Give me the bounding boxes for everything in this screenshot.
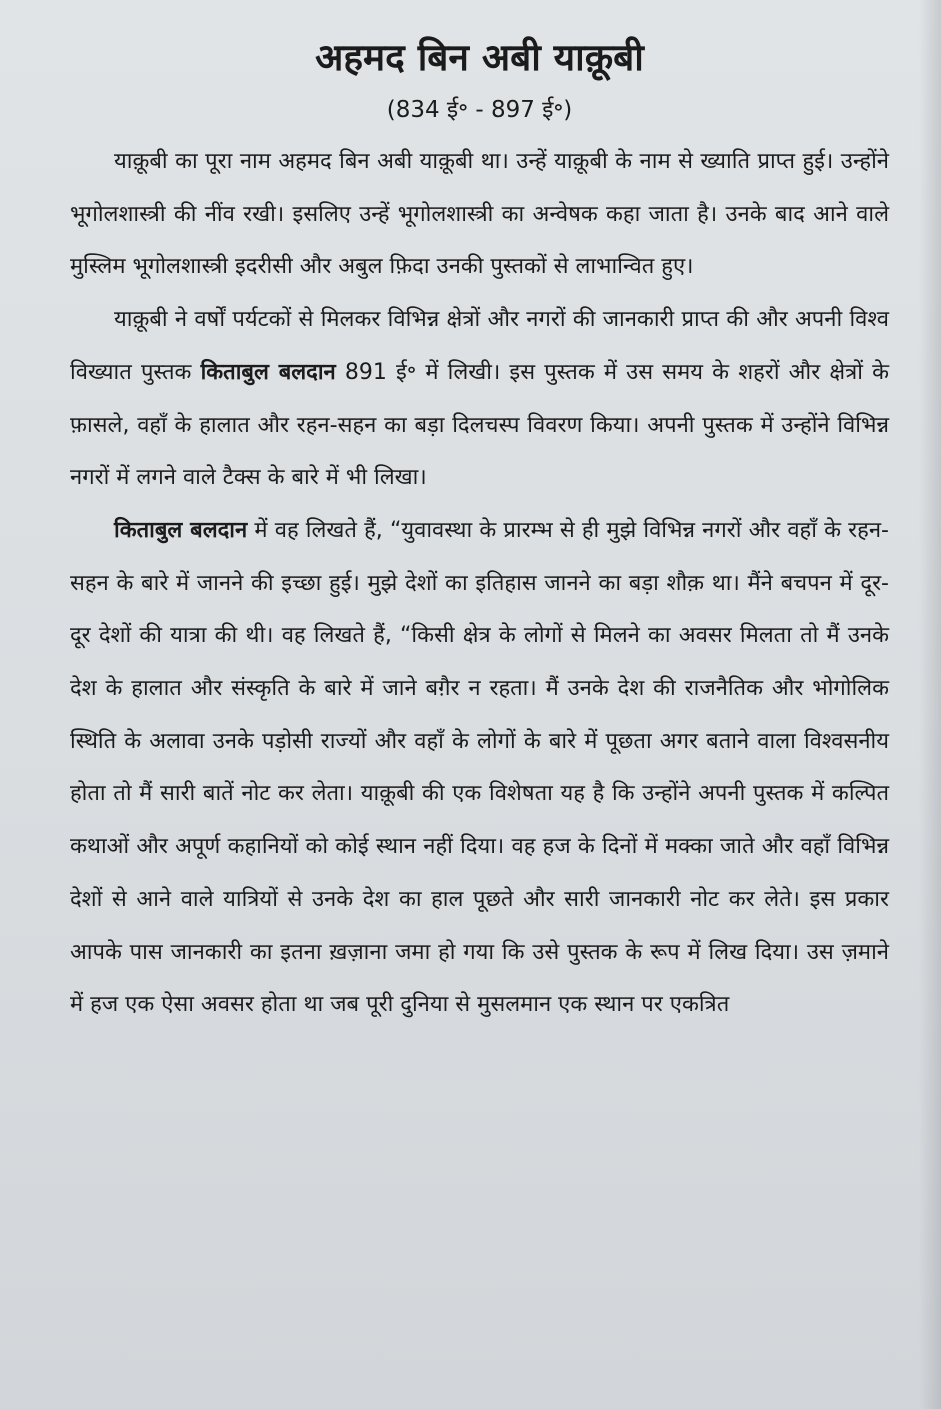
paragraph-2-text-end: 891 ई॰ में लिखी। इस पुस्तक में उस समय के शहरों और क्षेत्रों के फ़ासले, वहाँ के हालात और रहन-सहन का बड़ा दिलचस्प विवरण किया। अपनी पुस्तक में उन्होंने विभिन्न नगरों में लगने वाले टैक्स के बारे में भी लिखा।: [70, 359, 889, 491]
paragraph-1: याक़ूबी का पूरा नाम अहमद बिन अबी याक़ूबी था। उन्हें याक़ूबी के नाम से ख्याति प्राप्त हुई। उन्होंने भूगोलशास्त्री की नींव रखी। इसलिए उन्हें भूगोलशास्त्री का अन्वेषक कहा जाता है। उनके बाद आने वाले मुस्लिम भूगोलशास्त्री इदरीसी और अबुल फ़िदा उनकी पुस्तकों से लाभान्वित हुए।: [70, 149, 889, 280]
paragraph-2: [70, 294, 889, 505]
chapter-title: अहमद बिन अबी याक़ूबी: [315, 36, 644, 79]
paragraph-3-text: में वह लिखते हैं, “युवावस्था के प्रारम्भ से ही मुझे विभिन्न नगरों और वहाँ के रहन-सहन के बारे में जानने की इच्छा हुई। मुझे देशों का इतिहास जानने का बड़ा शौक़ था। मैंने बचपन में दूर-दूर देशों की यात्रा की थी। वह लिखते हैं, “किसी क्षेत्र के लोगों से मिलने का अवसर मिलता तो मैं उनके देश के हालात और संस्कृति के बारे में जाने बग़ैर न रहता। मैं उनके देश की राजनैतिक और भोगोलिक स्थिति के अलावा उनके पड़ोसी राज्यों और वहाँ के लोगों के बारे में पूछता अगर बताने वाला विश्वसनीय होता तो मैं सारी बातें नोट कर लेता। याक़ूबी की एक विशेषता यह है कि उन्होंने अपनी पुस्तक में कल्पित कथाओं और अपूर्ण कहानियों को कोई स्थान नहीं दिया। वह हज के दिनों में मक्का जाते और वहाँ विभिन्न देशों से आने वाले यात्रियों से उनके देश का हाल पूछते और सारी जानकारी नोट कर लेते। इस प्रकार आपके पास जानकारी का इतना ख़ज़ाना जमा हो गया कि उसे पुस्तक के रूप में लिख दिया। उस ज़माने में हज एक ऐसा अवसर होता था जब पूरी दुनिया से मुसलमान एक स्थान पर एकत्रित: [70, 517, 890, 1018]
page-edge-shadow: [919, 0, 941, 1409]
book-title-bold: किताबुल बलदान: [200, 359, 336, 385]
chapter-dates: (834 ई॰ - 897 ई॰): [386, 97, 573, 123]
paragraph-2-text-start: याक़ूबी ने वर्षों पर्यटकों से मिलकर विभिन्न क्षेत्रों और नगरों की जानकारी प्राप्त की और अपनी विश्व विख्यात पुस्तक: [70, 307, 889, 385]
book-title-bold: किताबुल बलदान: [114, 517, 248, 543]
paragraph-3: [70, 505, 889, 1032]
